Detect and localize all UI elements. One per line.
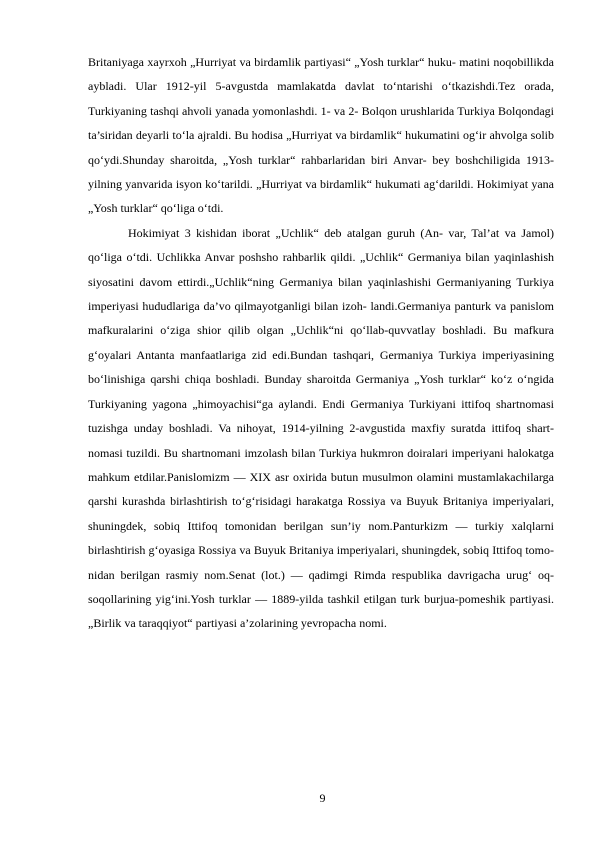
page-number: 9 <box>319 791 326 805</box>
paragraph-1: Britaniyaga xayrxoh „Hurriyat va birdamlik partiyasi“ „Yosh turklar“ huku- matini noqobillikda aybladi. Ular 1912-yil 5-avgustda mamlakatda davlat to‘ntarishi o‘tkazishdi.Tez orada, Turkiyaning tashqi ahvoli yanada yomonlashdi. 1- va 2- Bolqon urushlarida Turkiya Bolqondagi ta’siridan deyarli to‘la ajraldi. Bu hodisa „Hurriyat va birdamlik“ hukumatini og‘ir ahvolga solib qo‘ydi.Shunday sharoitda, „Yosh turklar“ rahbarlaridan biri Anvar- bey boshchiligida 1913-yilning yanvarida isyon ko‘tarildi. „Hurriyat va birdamlik“ hukumati ag‘darildi. Hokimiyat yana „Yosh turklar“ qo‘liga o‘tdi. <box>88 55 554 216</box>
paragraph-2: Hokimiyat 3 kishidan iborat „Uchlik“ deb atalgan guruh (An- var, Tal’at va Jamol) qo‘liga o‘tdi. Uchlikka Anvar poshsho rahbarlik qildi. „Uchlik“ Germaniya bilan yaqinlashish siyosatini davom ettirdi.„Uchlik“ning Germaniya bilan yaqinlashishi Germaniyaning Turkiya imperiyasi hududlariga da’vo qilmayotganligi bilan izoh- landi.Germaniya panturk va panislom mafkuralarini o‘ziga shior qilib olgan „Uchlik“ni qo‘llab-quvvatlay boshladi. Bu mafkura g‘oyalari Antanta manfaatlariga zid edi.Bundan tashqari, Germaniya Turkiya imperiyasining bo‘linishiga qarshi chiqa boshladi. Bunday sharoitda Germaniya „Yosh turklar“ ko‘z o‘ngida Turkiyaning yagona „himoyachisi“ga aylandi. Endi Germaniya Turkiyani ittifoq shartnomasi tuzishga unday boshladi. Va nihoyat, 1914-yilning 2-avgustida maxfiy suratda ittifoq shart- nomasi tuzildi. Bu shartnomani imzolash bilan Turkiya hukmron doiralari imperiyani halokatga mahkum etdilar.Panislomizm — XIX asr oxirida butun musulmon olamini mustamlakachilarga qarshi kurashda birlashtirish to‘g‘risidagi harakatga Rossiya va Buyuk Britaniya imperiyalari, shuningdek, sobiq Ittifoq tomonidan berilgan sun’iy nom.Panturkizm — turkiy xalqlarni birlashtirish g‘oyasiga Rossiya va Buyuk Britaniya imperiyalari, shuningdek, sobiq Ittifoq tomo- nidan berilgan rasmiy nom.Senat (lot.) — qadimgi Rimda respublika davrigacha urug‘ oq- soqollarining yig‘ini.Yosh turklar — 1889-yilda tashkil etilgan turk burjua-pomeshik partiyasi. „Birlik va taraqqiyot“ partiyasi a’zolarining yevropacha nomi. <box>88 225 554 631</box>
document-page <box>88 50 554 636</box>
